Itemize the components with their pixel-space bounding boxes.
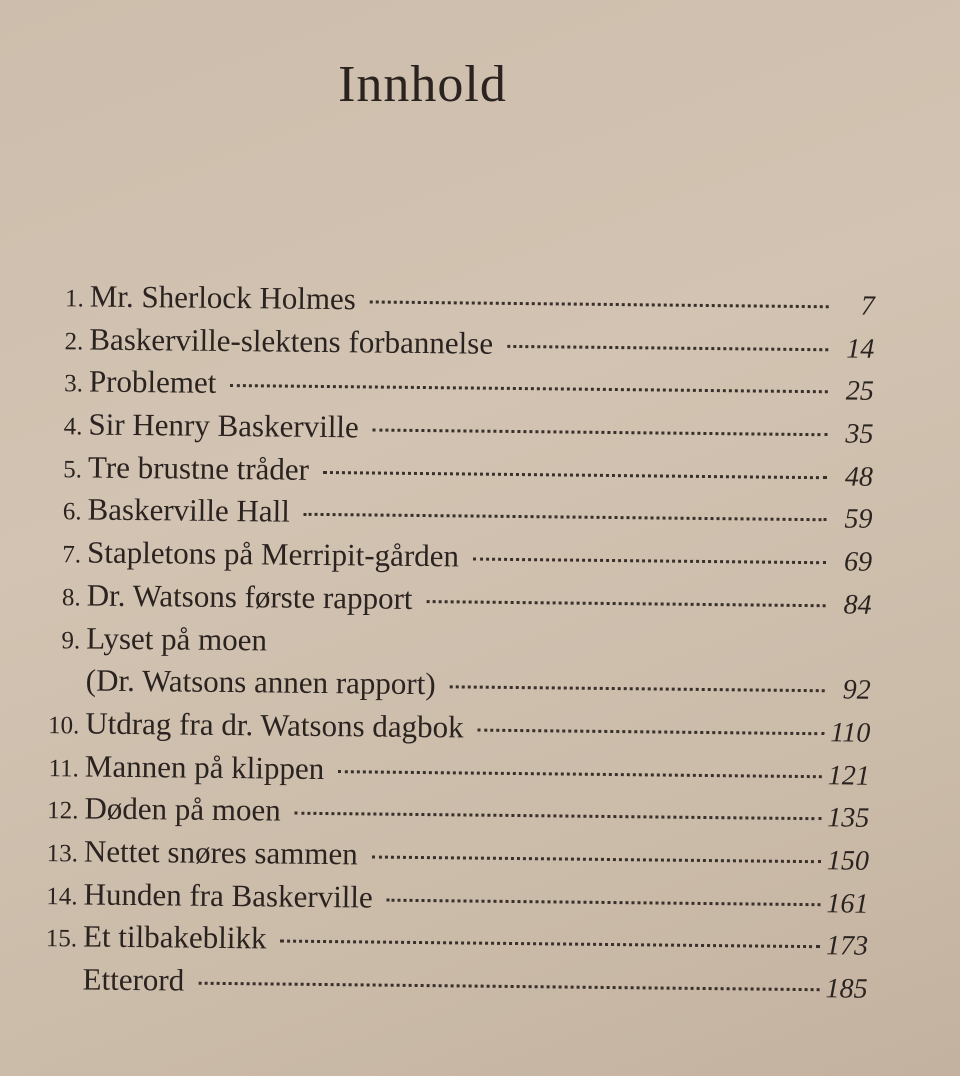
page-number: 59 [844,503,873,536]
chapter-number: 1. [64,285,84,313]
chapter-number: 10. [47,711,80,740]
chapter-number: 2. [64,327,84,356]
chapter-title: Stapletons på Merripit-gården [86,534,460,574]
dot-leader [230,384,828,393]
dot-leader [372,855,821,863]
chapter-title: Et tilbakeblikk [82,918,267,956]
chapter-title: Problemet [88,363,217,401]
page-title: Innhold [338,56,507,113]
dot-leader [450,685,825,692]
page-number: 150 [826,845,870,877]
page-number: 121 [827,759,870,792]
page-number: 161 [826,887,869,920]
dot-leader [473,558,826,565]
chapter-title: Dr. Watsons første rapport [86,577,413,616]
page-number: 135 [827,802,870,834]
dot-leader [387,898,821,906]
chapter-number: 13. [46,840,79,868]
chapter-title: Sir Henry Baskerville [88,406,359,445]
chapter-title: Mannen på klippen [84,748,325,786]
chapter-title: Baskerville Hall [87,491,291,530]
page-number: 185 [825,973,868,1005]
page-number: 110 [830,717,871,749]
chapter-number: 9. [61,626,81,654]
chapter-title: Baskerville-slektens forbannelse [89,321,494,361]
chapter-number: 3. [63,370,84,398]
chapter-title: Utdrag fra dr. Watsons dagbok [85,705,464,745]
chapter-number: 6. [62,498,82,526]
chapter-number: 8. [61,584,81,612]
chapter-number: 7. [62,541,82,569]
chapter-number: 12. [47,797,79,825]
dot-leader [323,471,827,479]
dot-leader [198,982,819,992]
page-number: 7 [860,290,875,322]
dot-leader [426,600,825,607]
chapter-number: 5. [63,456,83,484]
page-number: 92 [842,674,871,706]
chapter-title: Tre brustne tråder [87,449,310,487]
dot-leader [304,513,827,521]
dot-leader [338,770,822,778]
chapter-title: Døden på moen [84,790,281,828]
page-number: 48 [844,461,874,493]
page-number: 35 [845,418,874,450]
chapter-title: Nettet snøres sammen [83,833,358,872]
table-of-contents [32,278,875,1012]
chapter-number: 4. [63,413,83,441]
dot-leader [507,345,828,351]
chapter-title: Mr. Sherlock Holmes [89,278,357,317]
dot-leader [370,300,829,308]
chapter-number: 14. [46,882,78,911]
dot-leader [478,728,825,735]
page-number: 173 [825,930,869,963]
dot-leader [280,940,820,949]
chapter-number: 15. [45,925,78,953]
page-number: 84 [843,589,872,621]
chapter-title: Etterord [82,961,185,998]
chapter-number: 11. [48,754,80,782]
dot-leader [373,429,828,437]
page-number: 69 [843,546,873,578]
chapter-title: Hunden fra Baskerville [83,876,373,915]
chapter-title: Lyset på moen [86,620,268,657]
chapter-title: (Dr. Watsons annen rapport) [85,662,436,702]
page-number: 14 [846,333,875,365]
dot-leader [295,812,822,821]
toc-entry [32,961,867,1012]
page-number: 25 [845,375,875,408]
